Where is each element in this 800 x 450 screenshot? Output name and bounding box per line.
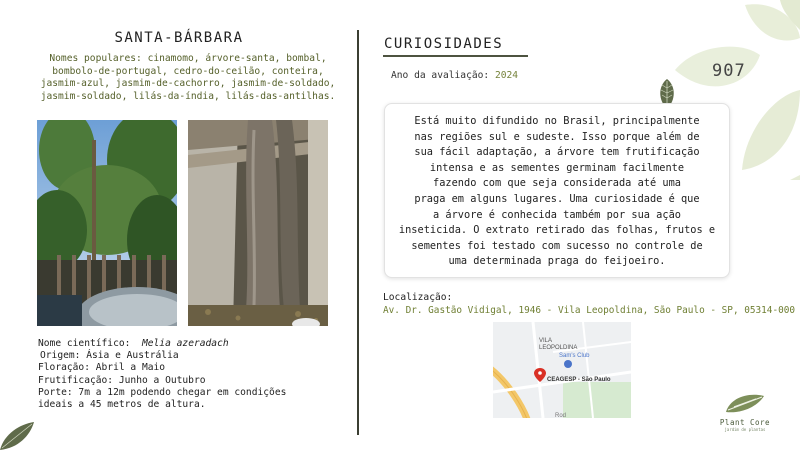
leaf-decoration-bottom-left [0, 410, 40, 450]
curiosity-line: inseticida. O extrato retirado das folhas, frutos e [398, 224, 716, 237]
size-line: Porte: 7m a 12m podendo chegar em condições [38, 386, 287, 398]
tree-trunk-photo [188, 120, 328, 326]
plant-info [38, 338, 286, 411]
flowering: Floração: Abril a Maio [38, 362, 166, 374]
tree-canopy-photo [37, 120, 177, 326]
curiosity-line: intensa e as sementes germinam facilmente [429, 161, 685, 174]
map-district-label: VILA [539, 338, 553, 344]
curiosity-line: sua fácil adaptação, a árvore tem frutificação [414, 146, 700, 159]
logo-leaf-icon [724, 392, 766, 414]
scientific-name-label: Nome científico: [38, 338, 131, 349]
plant-core-logo [715, 392, 775, 432]
map-pin-label: CEAGESP - São Paulo [547, 377, 611, 383]
scientific-name: Melia azeradach [141, 338, 229, 349]
curiosity-line: nas regiões sul e sudeste. Isso porque além de [414, 130, 700, 143]
plant-name: SANTA-BÁRBARA [114, 30, 244, 46]
column-divider [357, 30, 359, 435]
store-marker [564, 360, 572, 368]
location-label: Localização: [383, 292, 453, 303]
year-label: Ano da avaliação: [391, 70, 490, 81]
location-map[interactable] [493, 322, 631, 418]
scientific-name-row [38, 338, 286, 350]
popular-names-line: jasmim-soldado, lilás-da-índia, lilás-das-antilhas. [40, 90, 336, 102]
popular-names-line: Nomes populares: cinamomo, árvore-santa, bombal, [49, 53, 327, 64]
origin: Origem: Ásia e Austrália [40, 350, 179, 362]
curiosity-card [384, 103, 730, 278]
logo-name: Plant Core [719, 418, 771, 427]
map-road-label: Rod [555, 413, 567, 418]
fruiting: Frutificação: Junho a Outubro [38, 374, 206, 386]
curiosity-line: sementes foi testado com sucesso no controle de [411, 239, 703, 252]
curiosity-line: uma determinada praga do feijoeiro. [448, 255, 666, 268]
title-underline [383, 55, 528, 57]
map-store-label: Sam's Club [559, 353, 590, 359]
curiosity-line: praga em alguns lugares. Uma curiosidade é que [414, 192, 700, 205]
curiosity-text [393, 114, 721, 270]
map-district-label: LEOPOLDINA [539, 345, 578, 351]
year-value: 2024 [494, 70, 519, 81]
curiosities-title: CURIOSIDADES [384, 36, 504, 52]
curiosity-line: a árvore é conhecida também por sua ação [433, 208, 681, 221]
location-address[interactable]: Av. Dr. Gastão Vidigal, 1946 - Vila Leopoldina, São Paulo - SP, 05314-000 [383, 305, 796, 316]
logo-subtitle: jardim de plantas [724, 427, 766, 432]
popular-names-line: jasmim-azul, jasmim-de-cachorro, jasmim-de-soldado, [40, 78, 336, 90]
popular-names [38, 53, 338, 103]
evaluation-year [391, 70, 518, 81]
size-line: ideais a 45 metros de altura. [38, 399, 206, 411]
tree-number: 907 [712, 61, 746, 81]
popular-names-line: bombolo-de-portugal, cedro-do-ceilão, conteira, [52, 65, 324, 77]
curiosity-line: fazendo com que seja considerada até uma [433, 177, 681, 190]
curiosity-line: Está muito difundido no Brasil, principalmente [414, 115, 700, 127]
